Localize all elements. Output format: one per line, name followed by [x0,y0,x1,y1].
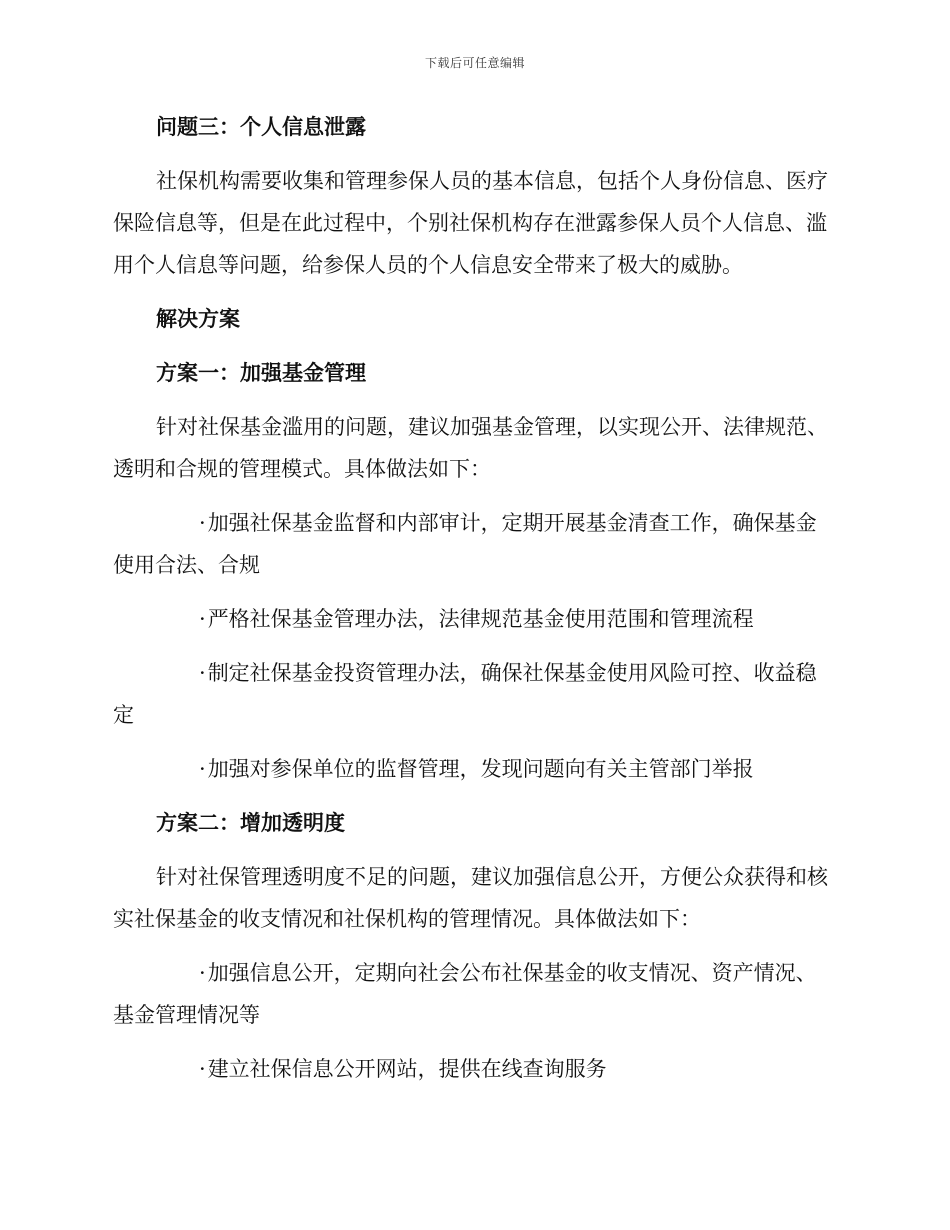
list-item [113,952,833,1036]
bullet-marker: · [199,961,206,985]
section-heading-plan-one: 方案一：加强基金管理 [156,361,366,385]
list-item [113,1048,833,1090]
paragraph-plan-two: 针对社保管理透明度不足的问题，建议加强信息公开，方便公众获得和核实社保基金的收支情况和社保机构的管理情况。具体做法如下： [113,865,828,931]
paragraph-plan-one: 针对社保基金滥用的问题，建议加强基金管理，以实现公开、法律规范、透明和合规的管理模式。具体做法如下： [113,415,828,481]
list-item-text: 加强社保基金监督和内部审计，定期开展基金清查工作，确保基金使用合法、合规 [113,511,817,577]
bullet-marker: · [199,757,206,781]
list-item-text: 建立社保信息公开网站，提供在线查询服务 [207,1057,607,1081]
bullet-marker: · [199,661,206,685]
list-item [113,598,833,640]
bullet-marker: · [199,511,206,535]
list-item [113,748,833,790]
section-heading-plan-two: 方案二：增加透明度 [156,811,345,835]
paragraph-problem-three: 社保机构需要收集和管理参保人员的基本信息，包括个人身份信息、医疗保险信息等，但是在此过程中，个别社保机构存在泄露参保人员个人信息、滥用个人信息等问题，给参保人员的个人信息安全带来了极大的威胁。 [113,169,828,277]
list-item [113,652,833,736]
bullet-marker: · [199,607,206,631]
list-item-text: 加强信息公开，定期向社会公布社保基金的收支情况、资产情况、基金管理情况等 [113,961,817,1027]
list-item [113,502,833,586]
list-item-text: 严格社保基金管理办法，法律规范基金使用范围和管理流程 [207,607,754,631]
page-header: 下载后可任意编辑 [424,56,525,70]
section-heading-problem-three: 问题三：个人信息泄露 [156,115,366,139]
bullet-marker: · [199,1057,206,1081]
document-body [113,106,833,1102]
list-item-text: 加强对参保单位的监督管理，发现问题向有关主管部门举报 [207,757,754,781]
section-heading-solutions: 解决方案 [156,307,240,331]
list-item-text: 制定社保基金投资管理办法，确保社保基金使用风险可控、收益稳定 [113,661,817,727]
